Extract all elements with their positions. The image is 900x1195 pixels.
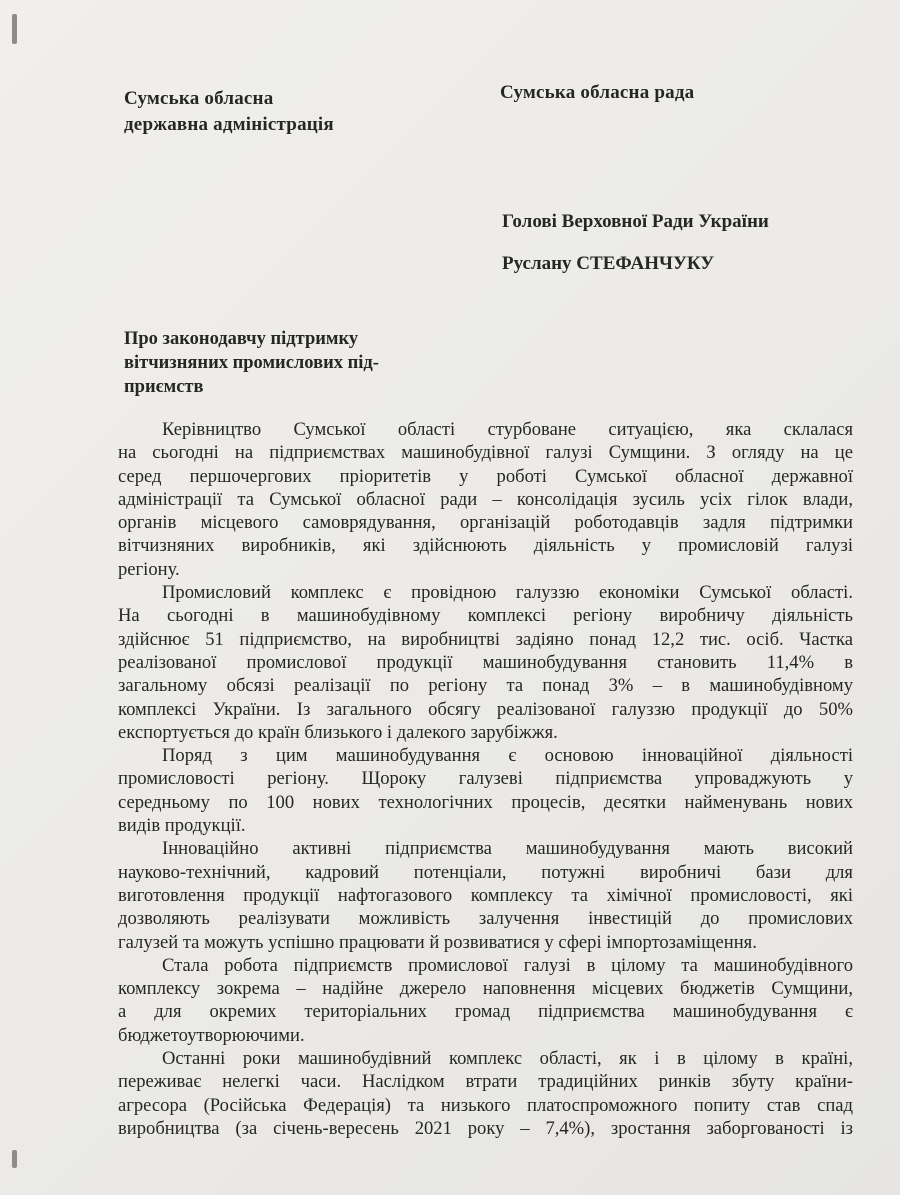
body-line: адміністрації та Сумської обласної ради – консолідація зусиль усіх гілок влади, [118, 488, 853, 510]
body-line: виробництва (за січень-вересень 2021 року – 7,4%), зростання заборгованості із [118, 1117, 853, 1139]
body-line: Стала робота підприємств промислової галузі в цілому та машинобудівного [162, 954, 853, 976]
recipient-position: Голові Верховної Ради України [502, 211, 769, 232]
body-line: галузей та можуть успішно працювати й розвиватися у сфері імпортозаміщення. [118, 931, 757, 953]
body-line: агресора (Російська Федерація) та низького платоспроможного попиту став спад [118, 1094, 853, 1116]
body-paragraph [118, 581, 853, 744]
recipient-name: Руслану СТЕФАНЧУКУ [502, 253, 715, 274]
body-line: реалізованої промислової продукції машинобудування становить 11,4% в [118, 651, 853, 673]
body-paragraph [118, 954, 853, 1047]
body-line: На сьогодні в машинобудівному комплексі регіону виробничу діяльність [118, 605, 853, 627]
body-line: виготовлення продукції нафтогазового комплексу та хімічної промисловості, які [118, 884, 853, 906]
subject-line: приємств [124, 377, 204, 397]
body-paragraph [118, 744, 853, 837]
sender-left-line: державна адміністрація [124, 114, 334, 135]
body-line: здійснює 51 підприємство, на виробництві задіяно понад 12,2 тис. осіб. Частка [118, 628, 853, 650]
body-line: Керівництво Сумської області стурбоване ситуацією, яка склалася [162, 419, 853, 440]
body-line: середньому по 100 нових технологічних процесів, десятки найменувань нових [118, 791, 853, 813]
body-line: промисловості регіону. Щороку галузеві підприємства упроваджують у [118, 768, 853, 790]
body-line: видів продукції. [118, 815, 246, 837]
body-line: регіону. [118, 558, 180, 580]
body-line: експортується до країн близького і далекого зарубіжжя. [118, 721, 558, 743]
body-line: а для окремих територіальних громад підприємства машинобудування є [118, 1001, 853, 1023]
subject-line: вітчизняних промислових під- [124, 353, 379, 373]
body-line: Поряд з цим машинобудування є основою інноваційної діяльності [162, 745, 853, 767]
binder-hole-mark [12, 1150, 17, 1168]
letter-body [118, 418, 853, 1140]
subject-line: Про законодавчу підтримку [124, 329, 359, 349]
body-line: органів місцевого самоврядування, організацій роботодавців задля підтримки [118, 512, 853, 534]
binder-hole-mark [12, 14, 17, 44]
body-line: загальному обсязі реалізації по регіону та понад 3% – в машинобудівному [118, 675, 853, 697]
body-line: бюджетоутворюючими. [118, 1024, 305, 1046]
body-line: на сьогодні на підприємствах машинобудівної галузі Сумщини. З огляду на це [118, 442, 853, 464]
body-paragraph [118, 418, 853, 581]
body-line: серед першочергових пріоритетів у роботі Сумської обласної державної [118, 465, 853, 487]
sender-left-line: Сумська обласна [124, 88, 274, 109]
recipient-block [502, 201, 769, 285]
body-line: комплексу зокрема – надійне джерело наповнення місцевих бюджетів Сумщини, [118, 978, 853, 1000]
sender-right: Сумська обласна рада [500, 82, 695, 103]
body-line: вітчизняних виробників, які здійснюють діяльність у промисловій галузі [118, 535, 853, 557]
body-line: Інноваційно активні підприємства машинобудування мають високий [162, 838, 853, 860]
body-paragraph [118, 1047, 853, 1140]
body-line: дозволяють реалізувати можливість залучення інвестицій до промислових [118, 908, 853, 930]
body-line: переживає нелегкі часи. Наслідком втрати традиційних ринків збуту країни- [118, 1071, 853, 1093]
sender-left [124, 86, 334, 138]
body-paragraph [118, 837, 853, 953]
body-line: науково-технічний, кадровий потенціали, потужні виробничі бази для [118, 861, 853, 883]
body-line: Промисловий комплекс є провідною галуззю економіки Сумської області. [162, 582, 853, 604]
letter-subject [124, 327, 424, 399]
body-line: Останні роки машинобудівний комплекс області, як і в цілому в країні, [162, 1048, 853, 1070]
body-line: комплексі України. Із загального обсягу реалізованої галуззю продукції до 50% [118, 698, 853, 720]
